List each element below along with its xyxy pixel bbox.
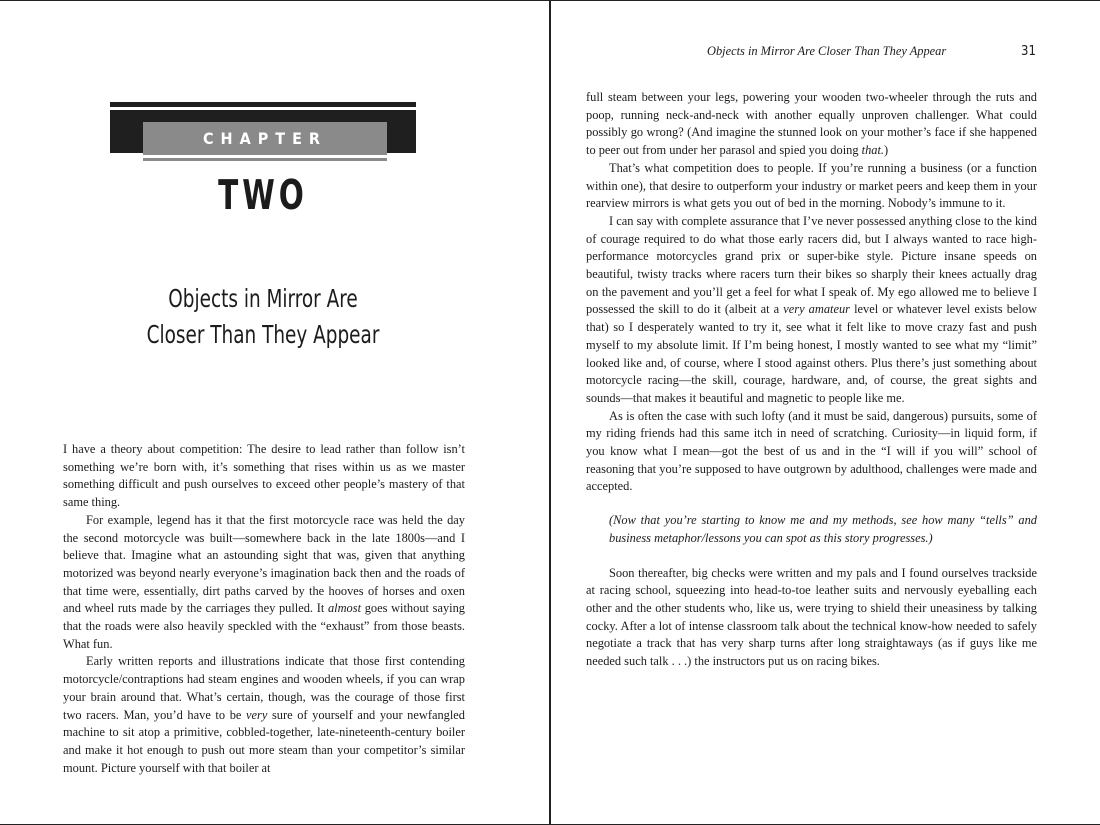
italic-text: that. <box>861 143 884 158</box>
running-head: Objects in Mirror Are Closer Than They Appear <box>707 44 947 58</box>
chapter-title <box>97 281 430 353</box>
left-page <box>0 0 549 825</box>
left-body-text <box>63 441 465 777</box>
chapter-title-line-2: Closer Than They Appear <box>146 320 380 349</box>
paragraph-text: full steam between your legs, powering your wooden two-wheeler through the ruts and poop, running neck-and-neck with another equally unproven challenger. What could possibly go wrong? (And imagine the stunned look on your mother’s face if she happened to peer out from under her parasol and spied you doing <box>586 90 1037 158</box>
right-body-text <box>586 89 1037 671</box>
paragraph-text: goes without saying that the roads were also heavily speckled with the “exhaust” from those beasts. What fun. <box>63 601 465 651</box>
paragraph: That’s what competition does to people. If you’re running a business (or a function within one), that desire to outperform your industry or market peers and keep them in your rearview mirrors is what gets you out of bed in the morning. Nobody’s immune to it. <box>586 160 1037 211</box>
paragraph <box>63 441 465 512</box>
right-page <box>551 0 1100 825</box>
chapter-underline <box>143 158 387 161</box>
paragraph <box>586 213 1037 408</box>
chapter-label: CHAPTER <box>143 122 387 155</box>
page-number: 31 <box>1021 44 1036 59</box>
chapter-number: TWO <box>218 171 308 219</box>
paragraph <box>63 653 465 777</box>
paragraph-text: level or whatever level exists below that) so I desperately wanted to try it, see what it felt like to move crazy fast and push myself to my absolute limit. If I’m being honest, I mostly wanted to see what my “limit” looked like and, of course, where I stood against others. Plus there’s just something about motorcycle racing—the skill, courage, hardware, and, of course, the great sights and sounds—that makes it beautiful and magnetic to people like me. <box>586 302 1037 405</box>
paragraph-text: I have a theory about competition: The desire to lead rather than follow isn’t something we’re born with, it’s something that rises within us as we master something difficult and push ourselves to exceed other people’s mastery of that same thing. <box>63 442 465 510</box>
italic-text: very amateur <box>783 302 850 317</box>
paragraph <box>586 89 1037 160</box>
chapter-title-line-1: Objects in Mirror Are <box>168 284 358 313</box>
italic-text: very <box>246 707 268 722</box>
paragraph: Soon thereafter, big checks were written and my pals and I found ourselves trackside at racing school, squeezing into head-to-toe leather suits and nervously eyeballing each other and the other students who, like us, were trying to shield their uneasiness by talking cocky. After a lot of intense classroom talk about the technical know-how needed to safely negotiate a track that has very sharp turns after long straightaways (as if guys like me needed such talk . . .) the instructors put us on racing bikes. <box>586 565 1037 669</box>
aside-quote: (Now that you’re starting to know me and my methods, see how many “tells” and business metaphor/lessons you can spot as this story progresses.) <box>609 513 1037 545</box>
paragraph-text: sure of yourself and your newfangled machine to sit atop a primitive, cobbled-together, late-nineteenth-century boiler and make it hot enough to push out more steam than your competitor’s similar mount. Picture yourself with that boiler at <box>63 707 465 775</box>
paragraph-text: I can say with complete assurance that I’ve never possessed anything close to the kind of courage required to do what those early racers did, but I always wanted to race high-performance motorcycles grand prix or super-bike style. Picture insane speeds on beautiful, twisty tracks where racers turn their bikes so sharply their knees actually drag on the pavement and you’ll get a feel for what I speak of. My ego allowed me to believe I possessed the skill to do it (albeit at a <box>586 213 1037 317</box>
paragraph-text: Early written reports and illustrations indicate that those first contending motorcycle/contraptions had steam engines and wooden wheels, if you can wrap your brain around that. What’s certain, though, was the courage of those first two racers. Man, you’d have to be <box>63 654 465 722</box>
paragraph-text: For example, legend has it that the first motorcycle race was held the day the second motorcycle was built—somewhere back in the late 1800s—and I believe that. Imagine what an astounding sight that was, given that anything motorized was beyond nearly everyone’s imagination back then and the roads of that time were, essentially, dirt paths carved by the hooves of horses and oxen and wheel ruts made by the carriages they pulled. It <box>63 512 465 616</box>
italic-text: almost <box>327 601 362 616</box>
paragraph <box>63 512 465 654</box>
chapter-top-rule <box>110 102 416 107</box>
paragraph-text: ) <box>884 143 889 158</box>
paragraph: As is often the case with such lofty (and it must be said, dangerous) pursuits, some of my riding friends had this same itch in need of scratching. Curiosity—in liquid form, if you know what I mean—got the best of us and in the “I will if you will” school of reasoning that you’re supposed to have outgrown by adulthood, challenges were made and accepted. <box>586 408 1037 494</box>
